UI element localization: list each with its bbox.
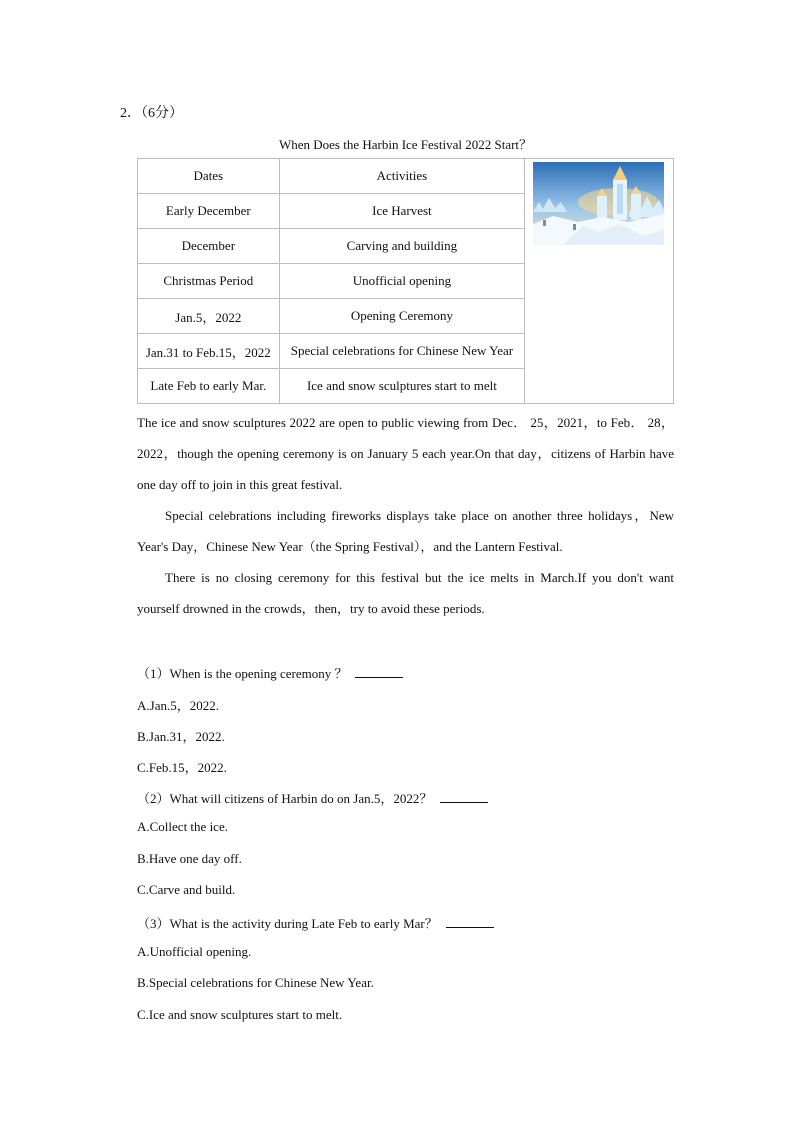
passage-paragraph-3: There is no closing ceremony for this festival but the ice melts in March.If you don't want yourself drowned in the crowds，then，try to avoid these periods. bbox=[137, 570, 674, 616]
passage-paragraph-1: The ice and snow sculptures 2022 are open to public viewing from Dec． 25，2021，to Feb． 28，2022，though the opening ceremony is on January 5 each year.On that day，citizens of Harbin have one day off to join in this great festival. bbox=[137, 415, 674, 492]
answer-blank[interactable] bbox=[440, 790, 488, 803]
question-1-stem: （1）When is the opening ceremony ？ bbox=[137, 663, 403, 682]
date-cell: December bbox=[138, 229, 280, 264]
question-2-stem: （2）What will citizens of Harbin do on Jan.5，2022？ bbox=[137, 788, 488, 807]
question-3-option-c: C.Ice and snow sculptures start to melt. bbox=[137, 1007, 343, 1022]
question-3-stem: （3）What is the activity during Late Feb to early Mar？ bbox=[137, 913, 494, 932]
answer-blank[interactable] bbox=[355, 665, 403, 678]
header-dates: Dates bbox=[138, 159, 280, 194]
activity-cell: Ice and snow sculptures start to melt bbox=[279, 369, 525, 404]
question-3-option-a: A.Unofficial opening. bbox=[137, 944, 252, 959]
header-activities: Activities bbox=[279, 159, 525, 194]
activity-cell: Special celebrations for Chinese New Year bbox=[279, 334, 525, 369]
date-cell: Christmas Period bbox=[138, 264, 280, 299]
date-cell: Early December bbox=[138, 194, 280, 229]
activity-cell: Ice Harvest bbox=[279, 194, 525, 229]
passage-paragraph-2: Special celebrations including fireworks displays take place on another three holidays，New Year's Day，Chinese New Year（the Spring Festival），and the Lantern Festival. bbox=[137, 508, 674, 554]
question-1-option-c: C.Feb.15，2022. bbox=[137, 760, 227, 775]
question-2-option-a: A.Collect the ice. bbox=[137, 819, 228, 834]
question-2-option-b: B.Have one day off. bbox=[137, 851, 242, 866]
table-header-row bbox=[138, 159, 674, 194]
festival-photo-cell bbox=[525, 159, 674, 404]
activity-cell: Unofficial opening bbox=[279, 264, 525, 299]
activity-cell: Opening Ceremony bbox=[279, 299, 525, 334]
question-header: 2．（6分） bbox=[120, 106, 183, 121]
date-cell: Jan.31 to Feb.15，2022 bbox=[138, 334, 280, 369]
date-cell: Jan.5，2022 bbox=[138, 299, 280, 334]
table-title: When Does the Harbin Ice Festival 2022 Start？ bbox=[278, 137, 533, 152]
schedule-table bbox=[137, 158, 674, 404]
question-3-option-b: B.Special celebrations for Chinese New Year. bbox=[137, 975, 374, 990]
answer-blank[interactable] bbox=[446, 915, 494, 928]
activity-cell: Carving and building bbox=[279, 229, 525, 264]
question-1-option-b: B.Jan.31，2022. bbox=[137, 729, 225, 744]
passage bbox=[137, 407, 674, 624]
ice-festival-photo bbox=[533, 162, 664, 245]
question-2-option-c: C.Carve and build. bbox=[137, 882, 236, 897]
question-1-option-a: A.Jan.5，2022. bbox=[137, 698, 219, 713]
date-cell: Late Feb to early Mar. bbox=[138, 369, 280, 404]
